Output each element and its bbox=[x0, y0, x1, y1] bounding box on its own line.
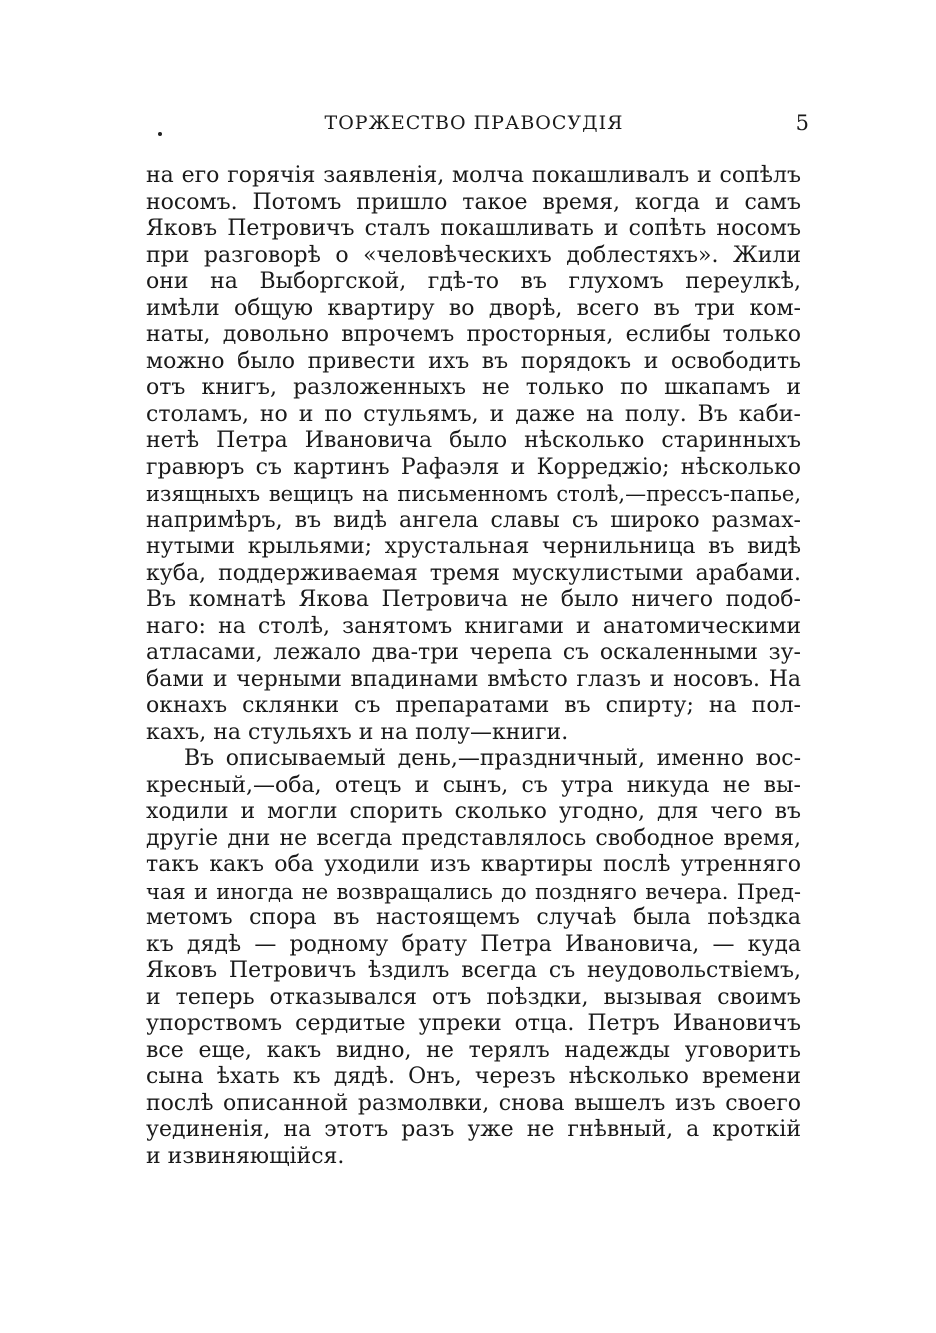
text-line: наго: на столѣ, занятомъ книгами и анатомическими bbox=[146, 613, 801, 639]
text-line: носомъ. Потомъ пришло такое время, когда и самъ bbox=[146, 189, 801, 215]
text-line: и теперь отказывался отъ поѣздки, вызывая своимъ bbox=[146, 984, 801, 1010]
paragraph bbox=[146, 163, 801, 746]
running-head bbox=[145, 108, 809, 138]
text-line: ходили и могли спорить сколько угодно, для чего въ bbox=[146, 799, 801, 824]
paragraph bbox=[146, 746, 801, 1170]
text-line: другіе дни не всегда представлялось свободное время, bbox=[146, 825, 801, 851]
text-line: уединенія, на этотъ разъ уже не гнѣвный, а кроткій bbox=[146, 1117, 801, 1142]
text-line: Яковъ Петровичъ ѣздилъ всегда съ неудовольствіемъ, bbox=[146, 958, 801, 983]
text-line: кахъ, на стульяхъ и на полу—книги. bbox=[146, 719, 569, 745]
text-line: изящныхъ вещицъ на письменномъ столѣ,—прессъ-папье, bbox=[146, 482, 801, 506]
text-line: куба, поддерживаемая тремя мускулистыми арабами. bbox=[146, 560, 801, 586]
text-line: при разговорѣ о «человѣческихъ доблестяхъ». Жили bbox=[146, 242, 801, 268]
text-line: чая и иногда не возвращались до поздняго вечера. Пред- bbox=[146, 879, 801, 904]
text-line: послѣ описанной размолвки, снова вышелъ изъ своего bbox=[146, 1090, 801, 1116]
text-line: все еще, какъ видно, не терялъ надежды уговорить bbox=[146, 1037, 801, 1063]
text-line: столамъ, но и по стульямъ, и даже на полу. Въ каби- bbox=[146, 401, 801, 427]
text-line: Въ описываемый день,—праздничный, именно вос- bbox=[184, 746, 801, 771]
text-line: сына ѣхать къ дядѣ. Онъ, черезъ нѣсколько времени bbox=[146, 1064, 801, 1089]
text-line: отъ книгъ, разложенныхъ не только по шкапамъ и bbox=[146, 375, 801, 400]
text-line: Въ комнатѣ Якова Петровича не было ничего подоб- bbox=[146, 587, 801, 612]
text-line: имѣли общую квартиру во дворѣ, всего въ три ком- bbox=[146, 295, 801, 321]
text-line: нутыми крыльями; хрустальная чернильница въ видѣ bbox=[146, 534, 801, 559]
text-line: на его горячія заявленія, молча покашливалъ и сопѣлъ bbox=[146, 163, 801, 188]
text-line: такъ какъ оба уходили изъ квартиры послѣ утренняго bbox=[146, 852, 801, 877]
text-line: упорствомъ сердитые упреки отца. Петръ Ивановичъ bbox=[146, 1011, 801, 1036]
text-line: къ дядѣ — родному брату Петра Ивановича, — куда bbox=[146, 931, 801, 957]
print-speck bbox=[158, 132, 162, 136]
text-line: метомъ спора въ настоящемъ случаѣ была поѣздка bbox=[146, 905, 801, 930]
text-line: окнахъ склянки съ препаратами въ спирту; на пол- bbox=[146, 693, 801, 718]
text-line: Яковъ Петровичъ сталъ покашливать и сопѣть носомъ bbox=[146, 216, 801, 241]
text-line: можно было привести ихъ въ порядокъ и освободить bbox=[146, 348, 801, 374]
text-line: и извиняющійся. bbox=[146, 1143, 345, 1169]
text-line: бами и черными впадинами вмѣсто глазъ и носовъ. На bbox=[146, 666, 801, 692]
body-text bbox=[146, 163, 801, 1170]
text-line: напримѣръ, въ видѣ ангела славы съ широко размах- bbox=[146, 507, 801, 533]
text-line: нетѣ Петра Ивановича было нѣсколько старинныхъ bbox=[146, 428, 801, 453]
text-line: гравюръ съ картинъ Рафаэля и Корреджіо; нѣсколько bbox=[146, 454, 801, 480]
page-number: 5 bbox=[795, 111, 809, 135]
text-line: атласами, лежало два-три черепа съ оскаленными зу- bbox=[146, 640, 801, 665]
text-line: они на Выборгской, гдѣ-то въ глухомъ переулкѣ, bbox=[146, 269, 801, 294]
running-title: ТОРЖЕСТВО ПРАВОСУДІЯ bbox=[324, 112, 624, 134]
text-line: наты, довольно впрочемъ просторныя, еслибы только bbox=[146, 322, 801, 347]
text-line: кресный,—оба, отецъ и сынъ, съ утра никуда не вы- bbox=[146, 772, 801, 798]
